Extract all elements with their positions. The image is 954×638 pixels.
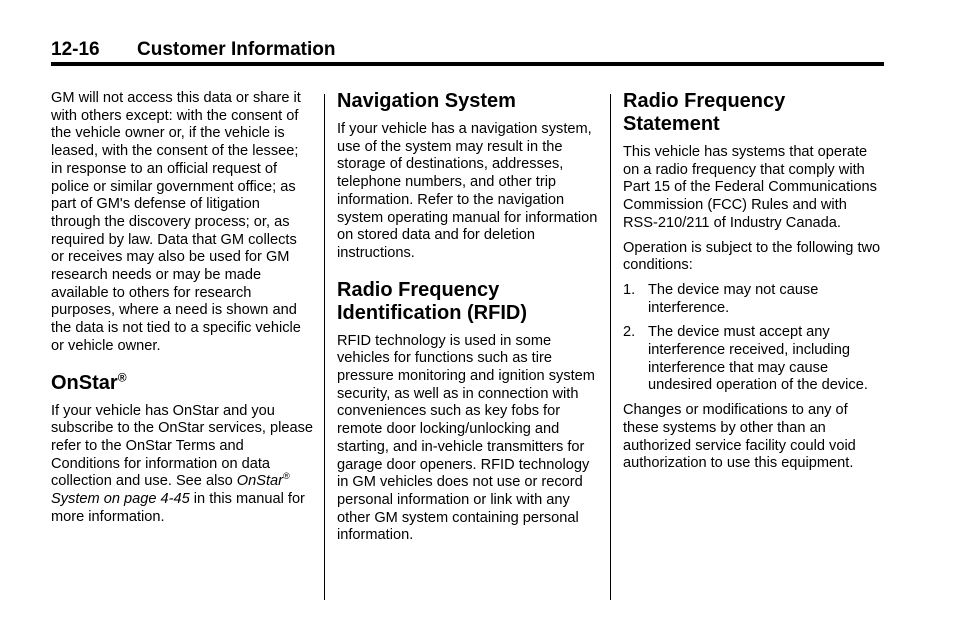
onstar-reference-page: System on page 4‑45 xyxy=(51,491,190,508)
column-3 xyxy=(623,90,885,480)
conditions-list xyxy=(623,282,885,395)
rfid-paragraph: RFID technology is used in some vehicles for functions such as tire pressure monitoring and ignition system security, as well as in connection with conveniences such as key fobs for remote door locking/unlocking and starting, and in-vehicle transmitters for garage door openers. RFID technology in GM vehicles does not use or record personal information or link with any other GM system containing personal information. xyxy=(337,332,595,544)
column-divider-1 xyxy=(324,94,325,600)
section-title: Customer Information xyxy=(137,39,336,60)
data-access-paragraph: GM will not access this data or share it with others except: with the consent of the vehicle owner or, if the vehicle is leased, with the consent of the lessee; in response to an official request of police or similar government office; as part of GM's defense of litigation through the discovery process; or, as required by law. Data that GM collects or receives may also be used for GM research needs or may be made available to others for research purposes, where a need is shown and the data is not tied to a specific vehicle or vehicle owner. xyxy=(51,90,301,354)
list-item-text: The device must accept any interference received, including interference that may cause undesired operation of the device. xyxy=(648,324,868,394)
onstar-reference-name: OnStar xyxy=(236,473,284,490)
radio-frequency-statement-heading: Radio Frequency Statement xyxy=(623,90,786,135)
list-item-text: The device may not cause interference. xyxy=(648,281,819,316)
column-divider-2 xyxy=(610,94,611,600)
onstar-paragraph xyxy=(51,403,313,527)
modifications-paragraph: Changes or modifications to any of these systems by other than an authorized service facility could void authorization to use this equipment. xyxy=(623,402,856,472)
column-2 xyxy=(337,90,599,552)
page-number: 12-16 xyxy=(51,39,100,60)
conditions-intro-paragraph: Operation is subject to the following two conditions: xyxy=(623,239,881,274)
rfid-heading: Radio Frequency Identification (RFID) xyxy=(337,278,527,324)
page-header xyxy=(51,38,884,64)
fcc-compliance-paragraph: This vehicle has systems that operate on a radio frequency that comply with Part 15 of the Federal Communications Commission (FCC) Rules and with RSS-210/211 of Industry Canada. xyxy=(623,144,877,231)
onstar-paragraph-start: If your vehicle has OnStar and you subscribe to the OnStar services, please refer to the OnStar Terms and Conditions for information on data collection and use. See also xyxy=(51,402,314,490)
onstar-paragraph-end: in this manual for more information. xyxy=(51,491,305,525)
list-item-number: 2. xyxy=(623,324,636,341)
header-rule xyxy=(51,62,884,66)
list-item xyxy=(623,324,885,395)
navigation-system-heading: Navigation System xyxy=(337,90,516,112)
column-1 xyxy=(51,90,313,533)
onstar-heading-text: OnStar xyxy=(51,371,118,394)
registered-mark: ® xyxy=(117,369,127,384)
list-item xyxy=(623,282,885,317)
navigation-system-paragraph: If your vehicle has a navigation system, use of the system may result in the storage of destinations, addresses, telephone numbers, and other trip information. Refer to the navigation system operating manual for information on stored data and for deletion instructions. xyxy=(337,121,598,261)
reference-registered-mark: ® xyxy=(283,471,290,482)
onstar-heading xyxy=(51,369,313,395)
list-item-number: 1. xyxy=(623,281,636,298)
